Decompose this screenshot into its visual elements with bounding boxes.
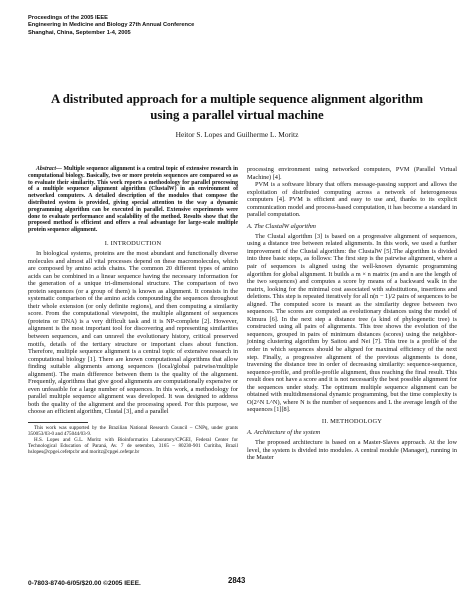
footnote-funding: This work was supported by the Brazilian National Research Council – CNPq, under grants 350053/03-0 and 475044/03-9. (28, 425, 238, 438)
subsection-heading-architecture: A. Architecture of the system (247, 428, 321, 436)
conference-line-3: Shanghai, China, September 1-4, 2005 (28, 29, 131, 36)
conference-line-1: Proceedings of the 2005 IEEE (28, 15, 108, 21)
conference-line-2: Engineering in Medicine and Biology 27th Annual Conference (28, 22, 195, 29)
section-heading-introduction: I. INTRODUCTION (104, 239, 162, 247)
abstract-text: — Multiple sequence alignment is a central topic of extensive research in computational biology. Basically, two or more protein sequences are compared so as to evaluate their similarity. This work reports a methodology for parallel processing of a multiple sequence alignment algorithm (ClustalW) in an environment of networked computers. A detailed description of the modules that compose the distributed system is provided, giving special attention to the way a dynamic programming algorithm can be executed in parallel. Extensive experiments were done to evaluate performance and scalability of the method. Results show that the proposed method is efficient and offers a real advantage for large-scale multiple protein sequence alignment. (28, 166, 238, 234)
right-column (247, 166, 457, 462)
pvm-paragraph-continued: processing environment using networked computers, PVM (Parallel Virtual Machine) [4]. (247, 166, 457, 181)
page-number: 2843 (228, 576, 246, 585)
footnote-divider (28, 422, 88, 423)
title-line-1: A distributed approach for a multiple sequence alignment algorithm (50, 92, 424, 106)
conference-header (28, 15, 328, 37)
footnote-affiliation: H.S. Lopes and G.L. Moritz with Bioinformatics Laboratory/CPGEI, Federal Center for Technological Education of Paraná, Av. 7 de setembro, 3165 – 80230-901 Curitiba, Brazil hslopes@cpgei.cefetpr.br and moritz@cpgei.cefetpr.br (28, 437, 238, 456)
introduction-paragraph: In biological systems, proteins are the most abundant and functionally diverse molecules and almost all vital processes depend on these macromolecules, which are composed by amino acids chains. The common 20 different types of amino acids can be combined in a linear sequence having the necessary information for the generation of a unique tri-dimensional structure. The comparison of two protein sequences (or a group of them) is known as alignment. It consists in the systematic comparison of the amino acids compounding the sequences throughout their whole extension (or only definite regions), and then computing a similarity score. From the computational viewpoint, the multiple alignment of sequences (proteins or DNA) is a very difficult task and it is NP-complete [2]. However, alignment is the most important tool for discovering and representing similarities between sequences, and can unravel the evolutionary history, critical preserved motifs, details of the tertiary structure or important clues about function. Therefore, multiple sequence alignment is a central topic of extensive research in computational biology [1]. There are known computational algorithms that allow finding suitable alignments among sequences (local/global pairwise/multiple alignment). The main difference between them is the quality of the alignment. Frequently, algorithms that give good alignments are computationally expensive or even unfeasible for a large number of sequences. In this work, a methodology for parallel multiple sequence alignment was developed. It was designed to address both the quality of the alignment and the processing speed. For this purpose, we choose an efficient algorithm, Clustal [3], and a parallel (28, 249, 238, 416)
architecture-paragraph: The proposed architecture is based on a Master-Slaves approach. At the low level, the system is divided into modules. A central module (Manager), running in the Master (247, 438, 457, 462)
left-column (28, 166, 238, 455)
subsection-heading-clustalw: A. The ClustalW algorithm (247, 222, 316, 230)
abstract-lead: Abstract (36, 166, 56, 172)
isbn-copyright: 0-7803-8740-6/05/$20.00 ©2005 IEEE. (28, 580, 141, 587)
paper-title (30, 92, 444, 123)
clustalw-paragraph: The Clustal algorithm [3] is based on a progressive alignment of sequences, using a distance tree between related alignments. In this work, we used a further improvement of the Clustal algorithm: the ClustalW [5].The algorithm is divided into three basic steps, as follows: The first step is the pairwise alignment, where a pair of sequences is aligned using the well-known dynamic programming algorithm for global alignment. It builds a m × n matrix (m and n are the length of the two sequences) and computes a score by means of a backward walk in the matrix, looking for the minimal cost associated with substitutions, insertions and deletions. This step is repeated iteratively for all n(n − 1)/2 pairs of sequences to be aligned. The computed score is meant as the similarity degree between two sequences. The scores are computed as evolutionary distances using the model of Kimura [6]. In the next step a distance tree (a kind of phylogenetic tree) is constructed using all pairs of alignments. This tree shows the evolution of the sequences, grouped in pairs of minimum distances (scores) using the neighbor-joining clustering algorithm by Saitou and Nei [7]. This tree is a profile of the order in which sequences should be aligned for maximal efficiency of the next step. Finally, a progressive alignment of the previous alignments is done, traversing the distance tree in order of decreasing similarity: sequence-sequence, sequence-profile, and profile-profile alignment, thus reaching the final result. This result does not have a score and it is not necessarily the best possible alignment for the sequences under study. The optimum multiple sequence alignment can be obtained with multidimensional dynamic programming, but the time complexity is O(2^N L^N), where N is the number of sequences and L the average length of the sequences [1][8]. (247, 232, 457, 414)
authors: Heitor S. Lopes and Guilherme L. Moritz (175, 130, 299, 139)
abstract (28, 166, 238, 234)
pvm-paragraph: PVM is a software library that offers message-passing support and allows the exploitation of distributed computing across a network of heterogeneous computers [4]. PVM is efficient and easy to use and, thanks to its explicit communication model and process-based computation, it has become a standard in parallel computation. (247, 181, 457, 219)
section-heading-methodology: II. METHODOLOGY (321, 417, 383, 425)
title-line-2: using a parallel virtual machine (150, 107, 324, 122)
